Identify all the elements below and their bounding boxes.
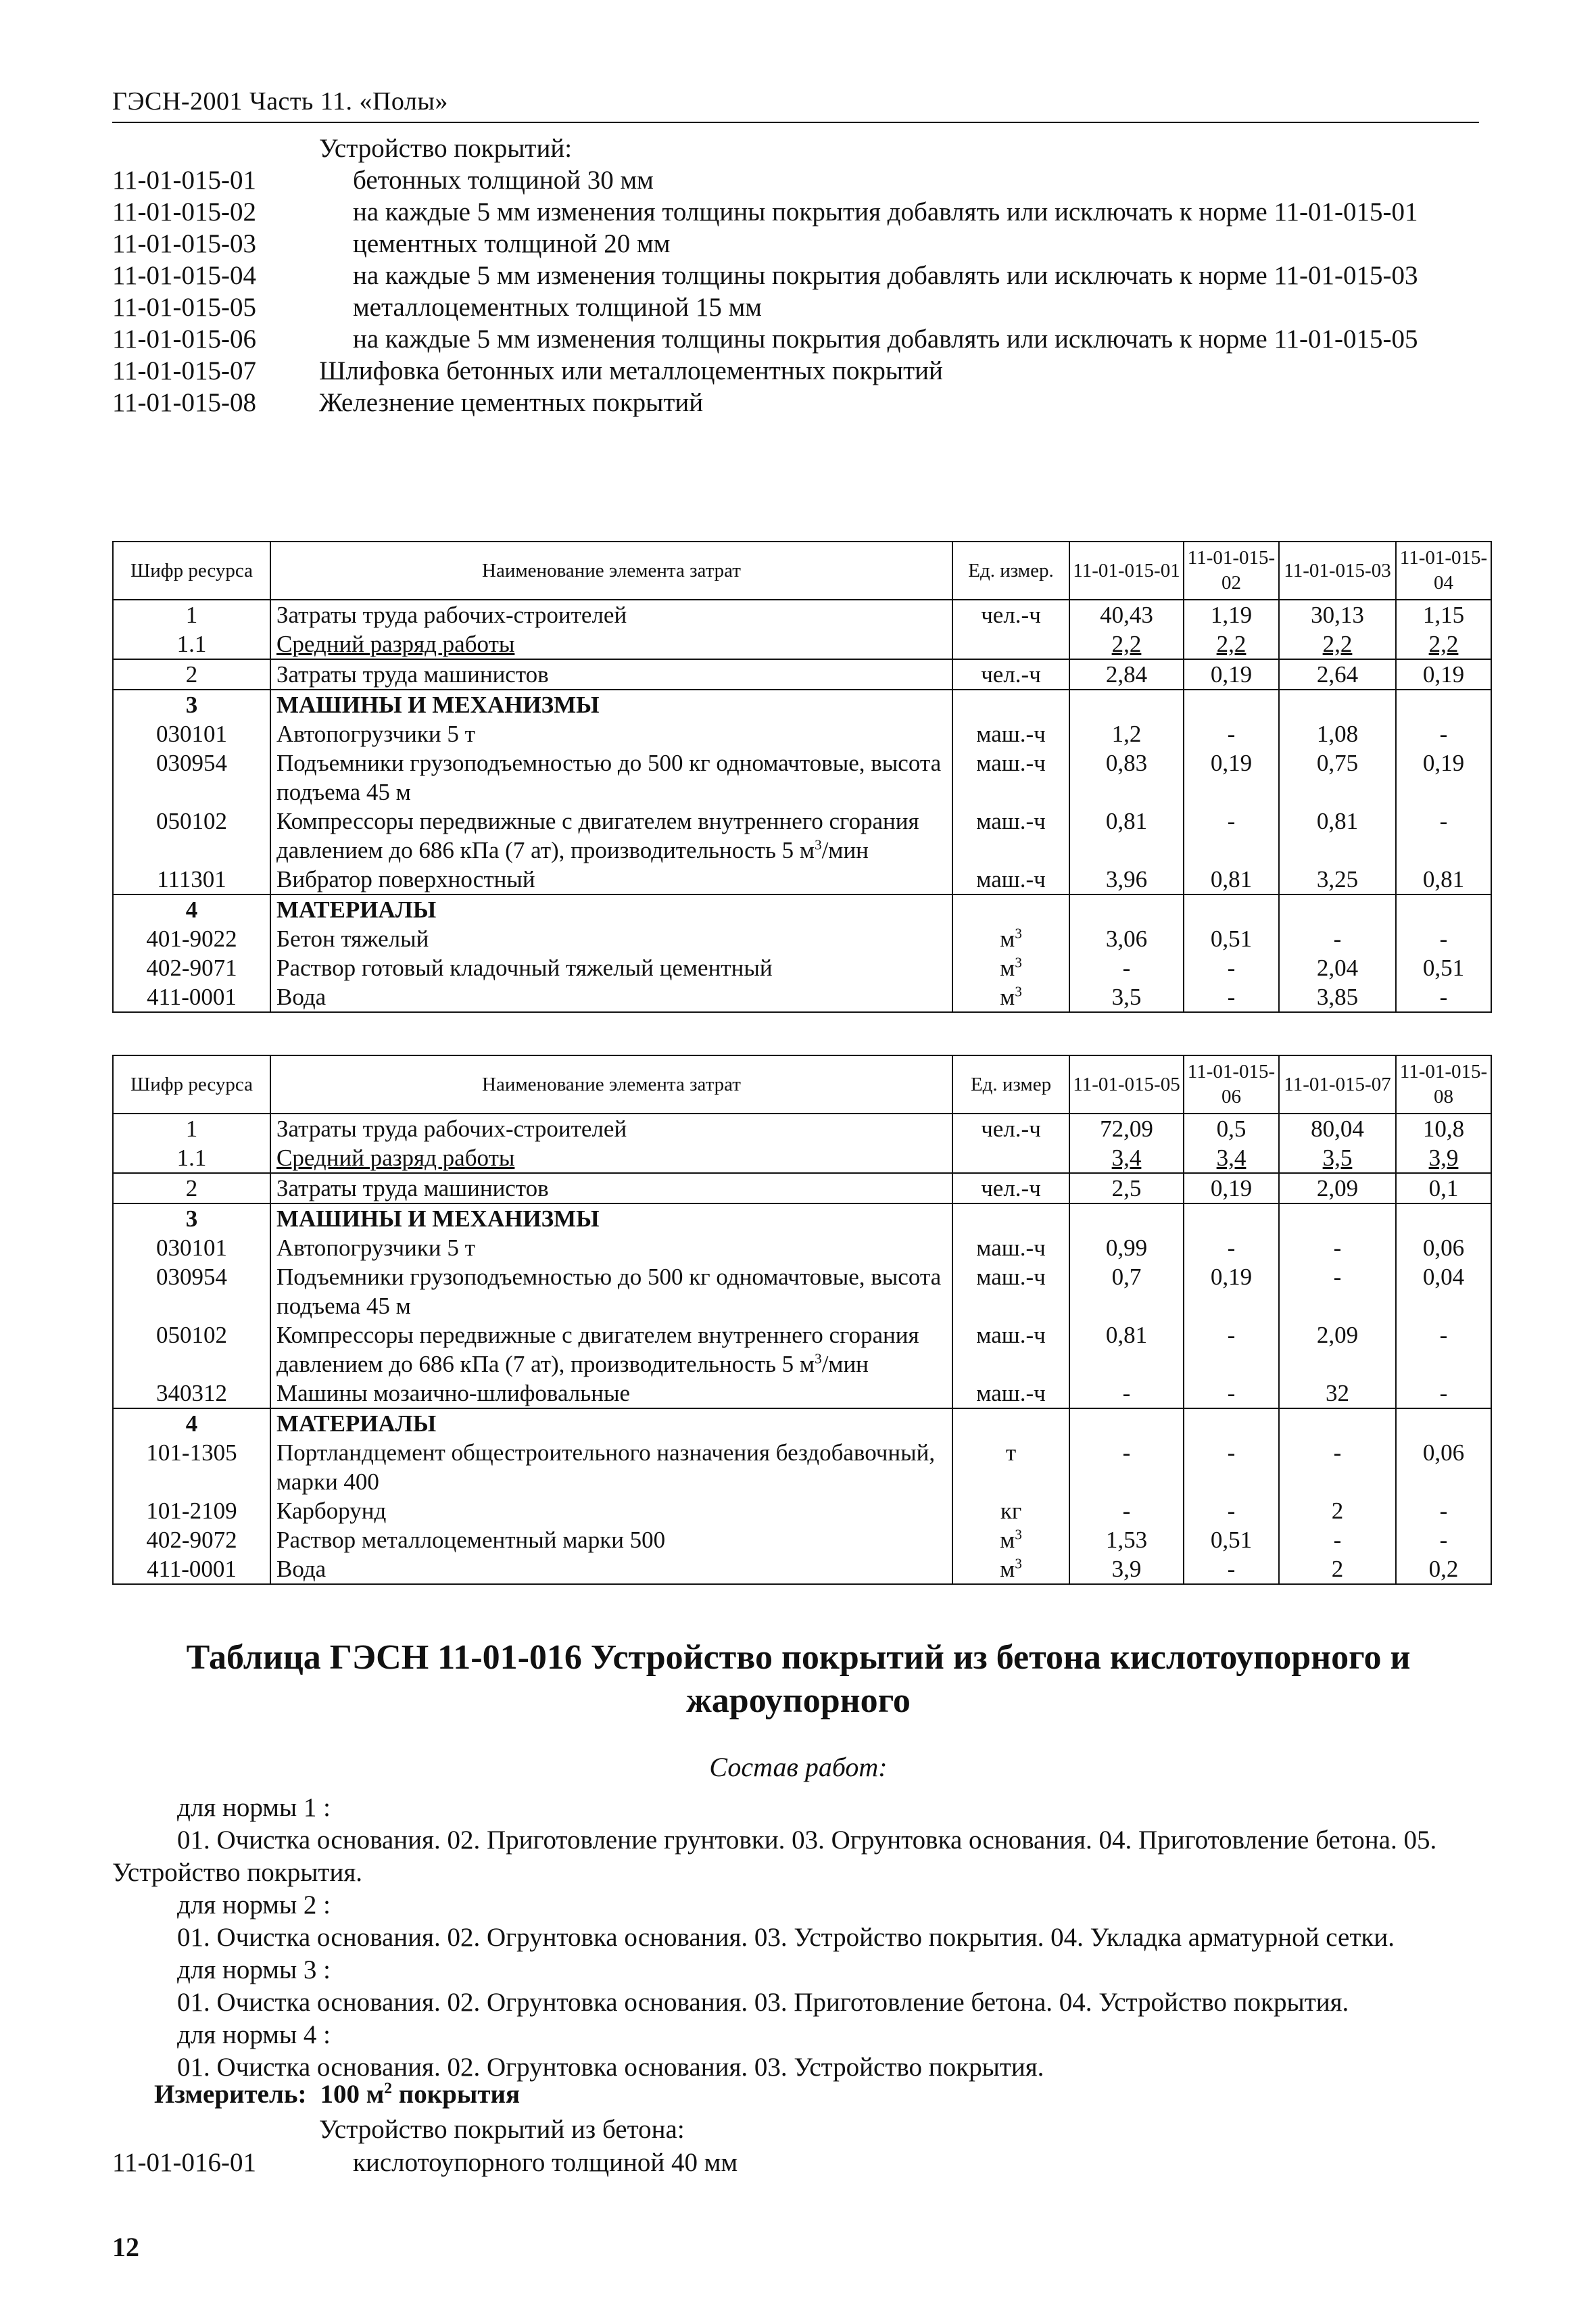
value-cell: 2,64 xyxy=(1279,659,1396,690)
value-cell: - xyxy=(1396,924,1491,953)
resource-name: Вода xyxy=(270,982,952,1012)
resource-code: 1 xyxy=(113,1114,270,1143)
unit-cell: маш.-ч xyxy=(952,1262,1069,1320)
value-cell: 0,04 xyxy=(1396,1262,1491,1320)
resource-name: Раствор металлоцементный марки 500 xyxy=(270,1525,952,1554)
value-cell: 3,5 xyxy=(1069,982,1184,1012)
unit-cell xyxy=(952,1408,1069,1438)
table-row xyxy=(113,1143,1491,1173)
resource-code: 2 xyxy=(113,659,270,690)
resource-name: Автопогрузчики 5 т xyxy=(270,719,952,748)
value-cell xyxy=(1396,690,1491,719)
norms-heading: Устройство покрытий: xyxy=(319,134,573,163)
resource-name: Карборунд xyxy=(270,1496,952,1525)
resource-name: Портландцемент общестроительного назначения бездобавочный, марки 400 xyxy=(270,1438,952,1496)
measure-value: 100 $м^2$ покрытия xyxy=(320,2080,521,2109)
resource-code: 3 xyxy=(113,690,270,719)
resource-name: Вода xyxy=(270,1554,952,1584)
works-text: 01. Очистка основания. 02. Огрунтовка основания. 03. Устройство покрытия. 04. Укладка арматурной сетки. xyxy=(177,1923,1395,1952)
table-row xyxy=(113,1320,1491,1379)
value-cell: 2,84 xyxy=(1069,659,1184,690)
col-header-name: Наименование элемента затрат xyxy=(270,1055,952,1114)
measure-line xyxy=(154,2079,520,2109)
unit-cell xyxy=(952,894,1069,924)
value-cell: - xyxy=(1279,1262,1396,1320)
value-cell: 0,19 xyxy=(1396,659,1491,690)
unit-cell: маш.-ч xyxy=(952,1320,1069,1379)
unit-cell xyxy=(952,690,1069,719)
value-cell: 32 xyxy=(1279,1379,1396,1408)
value-cell: - xyxy=(1396,1496,1491,1525)
value-cell: 2,2 xyxy=(1184,629,1279,659)
resource-name: Бетон тяжелый xyxy=(270,924,952,953)
norm-code: 11-01-015-08 xyxy=(112,388,257,417)
unit-cell: $м^3$ xyxy=(952,1525,1069,1554)
section-title: Таблица ГЭСН 11-01-016 Устройство покрытий из бетона кислотоупорного и жароупорного xyxy=(186,1638,1411,1720)
unit-cell xyxy=(952,1203,1069,1233)
col-header-norm-8: 11-01-015-08 xyxy=(1396,1055,1491,1114)
value-cell: 0,19 xyxy=(1396,748,1491,807)
table-row xyxy=(113,600,1491,629)
value-cell xyxy=(1279,894,1396,924)
norm-code: 11-01-015-04 xyxy=(112,261,257,290)
resource-code: 402-9071 xyxy=(113,953,270,982)
resource-name: Раствор готовый кладочный тяжелый цементный xyxy=(270,953,952,982)
value-cell xyxy=(1184,1408,1279,1438)
unit-cell: $м^3$ xyxy=(952,953,1069,982)
resource-name: МАШИНЫ И МЕХАНИЗМЫ xyxy=(270,1203,952,1233)
resource-code: 111301 xyxy=(113,865,270,894)
value-cell xyxy=(1279,1203,1396,1233)
unit-cell: маш.-ч xyxy=(952,719,1069,748)
value-cell: 0,51 xyxy=(1184,1525,1279,1554)
value-cell: 3,9 xyxy=(1069,1554,1184,1584)
works-text: 01. Очистка основания. 02. Огрунтовка основания. 03. Устройство покрытия. xyxy=(177,2053,1044,2082)
norm-text: на каждые 5 мм изменения толщины покрытия добавлять или исключать к норме 11-01-015-01 xyxy=(353,197,1418,226)
value-cell xyxy=(1069,1203,1184,1233)
norm-item xyxy=(112,387,1484,419)
value-cell xyxy=(1069,690,1184,719)
value-cell xyxy=(1184,894,1279,924)
resource-code: 402-9072 xyxy=(113,1525,270,1554)
col-header-code: Шифр ресурса xyxy=(113,1055,270,1114)
value-cell: - xyxy=(1069,953,1184,982)
table-row xyxy=(113,1203,1491,1233)
value-cell: - xyxy=(1069,1496,1184,1525)
works-text: 01. Очистка основания. 02. Огрунтовка основания. 03. Приготовление бетона. 04. Устройство покрытия. xyxy=(177,1988,1349,2017)
table-row xyxy=(113,1525,1491,1554)
table-row xyxy=(113,1173,1491,1203)
resource-name: МАТЕРИАЛЫ xyxy=(270,894,952,924)
resource-name: Средний разряд работы xyxy=(270,1143,952,1173)
value-cell: - xyxy=(1396,807,1491,865)
value-cell: 3,25 xyxy=(1279,865,1396,894)
resource-name: Подъемники грузоподъемностью до 500 кг одномачтовые, высота подъема 45 м xyxy=(270,748,952,807)
resource-name: Затраты труда машинистов xyxy=(270,659,952,690)
norm-code: 11-01-016-01 xyxy=(112,2148,257,2177)
table-row xyxy=(113,719,1491,748)
resource-code: 1.1 xyxy=(113,629,270,659)
value-cell: 40,43 xyxy=(1069,600,1184,629)
resource-code: 4 xyxy=(113,894,270,924)
unit-cell: $м^3$ xyxy=(952,1554,1069,1584)
table-row xyxy=(113,659,1491,690)
value-cell: - xyxy=(1069,1379,1184,1408)
value-cell xyxy=(1184,690,1279,719)
norm-code: 11-01-015-01 xyxy=(112,166,257,195)
col-header-name: Наименование элемента затрат xyxy=(270,542,952,600)
value-cell: 2,2 xyxy=(1396,629,1491,659)
resource-name: МАТЕРИАЛЫ xyxy=(270,1408,952,1438)
value-cell: 0,1 xyxy=(1396,1173,1491,1203)
page-number: 12 xyxy=(112,2232,139,2262)
norm-text: цементных толщиной 20 мм xyxy=(353,229,671,258)
norms-heading-2: Устройство покрытий из бетона: xyxy=(319,2115,685,2144)
unit-cell: $м^3$ xyxy=(952,982,1069,1012)
norm-text: Шлифовка бетонных или металлоцементных покрытий xyxy=(319,356,943,385)
value-cell: - xyxy=(1184,1438,1279,1496)
resource-code: 401-9022 xyxy=(113,924,270,953)
value-cell: 1,2 xyxy=(1069,719,1184,748)
value-cell: - xyxy=(1184,1233,1279,1262)
measure-label: Измеритель: xyxy=(154,2080,307,2109)
table-body xyxy=(113,1114,1491,1584)
table-row xyxy=(113,1554,1491,1584)
table-row xyxy=(113,1408,1491,1438)
value-cell: 1,53 xyxy=(1069,1525,1184,1554)
unit-cell: маш.-ч xyxy=(952,865,1069,894)
value-cell: - xyxy=(1184,1554,1279,1584)
norm-label: для нормы 1 : xyxy=(177,1793,331,1822)
value-cell: - xyxy=(1184,807,1279,865)
resource-name: Затраты труда рабочих-строителей xyxy=(270,1114,952,1143)
norm-item xyxy=(112,260,1484,291)
norm-code: 11-01-015-02 xyxy=(112,197,257,226)
value-cell: 3,4 xyxy=(1069,1143,1184,1173)
value-cell: 0,19 xyxy=(1184,1173,1279,1203)
norm-code: 11-01-015-03 xyxy=(112,229,257,258)
norm-text: кислотоупорного толщиной 40 мм xyxy=(353,2148,738,2177)
value-cell: 3,9 xyxy=(1396,1143,1491,1173)
resource-name: Компрессоры передвижные с двигателем внутреннего сгорания давлением до 686 кПа (7 ат), производительность 5 $м^3$/мин xyxy=(270,1320,952,1379)
resource-code: 411-0001 xyxy=(113,1554,270,1584)
value-cell: - xyxy=(1184,1320,1279,1379)
norm-item xyxy=(112,323,1484,355)
resource-name: Машины мозаично-шлифовальные xyxy=(270,1379,952,1408)
resource-name: Автопогрузчики 5 т xyxy=(270,1233,952,1262)
resource-code: 411-0001 xyxy=(113,982,270,1012)
value-cell: - xyxy=(1396,1379,1491,1408)
value-cell: 0,2 xyxy=(1396,1554,1491,1584)
works-text: 01. Очистка основания. 02. Приготовление грунтовки. 03. Огрунтовка основания. 04. Приготовление бетона. 05. Устройство покрытия. xyxy=(112,1825,1437,1887)
table-row xyxy=(113,1379,1491,1408)
unit-cell: маш.-ч xyxy=(952,807,1069,865)
unit-cell: т xyxy=(952,1438,1069,1496)
value-cell: 0,19 xyxy=(1184,748,1279,807)
value-cell: 3,5 xyxy=(1279,1143,1396,1173)
col-header-norm-7: 11-01-015-07 xyxy=(1279,1055,1396,1114)
resource-code: 030101 xyxy=(113,719,270,748)
value-cell: 3,06 xyxy=(1069,924,1184,953)
value-cell: 0,83 xyxy=(1069,748,1184,807)
col-header-norm-1: 11-01-015-01 xyxy=(1069,542,1184,600)
unit-cell: маш.-ч xyxy=(952,748,1069,807)
table-row xyxy=(113,953,1491,982)
value-cell: 3,96 xyxy=(1069,865,1184,894)
value-cell xyxy=(1396,1408,1491,1438)
value-cell: 0,75 xyxy=(1279,748,1396,807)
works-title: Состав работ: xyxy=(709,1752,888,1782)
value-cell: 0,5 xyxy=(1184,1114,1279,1143)
resource-code: 101-2109 xyxy=(113,1496,270,1525)
value-cell: 0,06 xyxy=(1396,1233,1491,1262)
col-header-unit: Ед. измер xyxy=(952,1055,1069,1114)
norm-item xyxy=(112,291,1484,323)
header-rule xyxy=(112,122,1479,123)
resource-code: 2 xyxy=(113,1173,270,1203)
norm-text: Железнение цементных покрытий xyxy=(319,388,704,417)
value-cell: 0,51 xyxy=(1396,953,1491,982)
resource-code: 101-1305 xyxy=(113,1438,270,1496)
resource-code: 4 xyxy=(113,1408,270,1438)
unit-cell: чел.-ч xyxy=(952,1114,1069,1143)
table-header-row xyxy=(113,1055,1491,1114)
resource-name: Затраты труда рабочих-строителей xyxy=(270,600,952,629)
value-cell: - xyxy=(1279,1438,1396,1496)
unit-cell: $м^3$ xyxy=(952,924,1069,953)
value-cell xyxy=(1069,894,1184,924)
resource-table-1 xyxy=(112,541,1492,1013)
norm-text: на каждые 5 мм изменения толщины покрытия добавлять или исключать к норме 11-01-015-03 xyxy=(353,261,1418,290)
value-cell: - xyxy=(1184,719,1279,748)
table-row xyxy=(113,982,1491,1012)
norm-text: на каждые 5 мм изменения толщины покрытия добавлять или исключать к норме 11-01-015-05 xyxy=(353,325,1418,354)
value-cell: 0,99 xyxy=(1069,1233,1184,1262)
value-cell: 2 xyxy=(1279,1496,1396,1525)
norms-heading-row xyxy=(112,133,1484,164)
col-header-norm-4: 11-01-015-04 xyxy=(1396,542,1491,600)
unit-cell: маш.-ч xyxy=(952,1379,1069,1408)
value-cell xyxy=(1396,1203,1491,1233)
value-cell: 0,81 xyxy=(1279,807,1396,865)
norm-item xyxy=(112,228,1484,260)
value-cell: 2 xyxy=(1279,1554,1396,1584)
value-cell: 3,4 xyxy=(1184,1143,1279,1173)
value-cell: - xyxy=(1184,1379,1279,1408)
table-row xyxy=(113,1114,1491,1143)
resource-name: Средний разряд работы xyxy=(270,629,952,659)
col-header-code: Шифр ресурса xyxy=(113,542,270,600)
value-cell: - xyxy=(1184,953,1279,982)
value-cell: 3,85 xyxy=(1279,982,1396,1012)
resource-name: Подъемники грузоподъемностью до 500 кг одномачтовые, высота подъема 45 м xyxy=(270,1262,952,1320)
resource-table-2 xyxy=(112,1055,1492,1585)
running-head: ГЭСН-2001 Часть 11. «Полы» xyxy=(112,87,448,116)
norm-item xyxy=(112,196,1484,228)
col-header-norm-2: 11-01-015-02 xyxy=(1184,542,1279,600)
value-cell: - xyxy=(1279,924,1396,953)
table-header-row xyxy=(113,542,1491,600)
value-cell: 0,81 xyxy=(1396,865,1491,894)
resource-name: МАШИНЫ И МЕХАНИЗМЫ xyxy=(270,690,952,719)
table-row xyxy=(113,1262,1491,1320)
value-cell xyxy=(1396,894,1491,924)
norms-list xyxy=(112,133,1484,419)
norm-label: для нормы 4 : xyxy=(177,2020,331,2049)
col-header-unit: Ед. измер. xyxy=(952,542,1069,600)
value-cell: 0,51 xyxy=(1184,924,1279,953)
value-cell: 0,19 xyxy=(1184,1262,1279,1320)
unit-cell xyxy=(952,629,1069,659)
unit-cell: чел.-ч xyxy=(952,659,1069,690)
resource-code: 030101 xyxy=(113,1233,270,1262)
value-cell: 72,09 xyxy=(1069,1114,1184,1143)
norm-code: 11-01-015-07 xyxy=(112,356,257,385)
value-cell xyxy=(1279,690,1396,719)
resource-name: Компрессоры передвижные с двигателем внутреннего сгорания давлением до 686 кПа (7 ат), производительность 5 $м^3$/мин xyxy=(270,807,952,865)
norm-label: для нормы 2 : xyxy=(177,1890,331,1919)
value-cell: - xyxy=(1184,982,1279,1012)
value-cell: 0,19 xyxy=(1184,659,1279,690)
col-header-norm-3: 11-01-015-03 xyxy=(1279,542,1396,600)
resource-code: 050102 xyxy=(113,807,270,865)
value-cell: 1,19 xyxy=(1184,600,1279,629)
col-header-norm-6: 11-01-015-06 xyxy=(1184,1055,1279,1114)
value-cell: 2,04 xyxy=(1279,953,1396,982)
value-cell: 1,08 xyxy=(1279,719,1396,748)
value-cell: 2,09 xyxy=(1279,1173,1396,1203)
value-cell: 2,09 xyxy=(1279,1320,1396,1379)
resource-code: 030954 xyxy=(113,1262,270,1320)
table-row xyxy=(113,865,1491,894)
table-body xyxy=(113,600,1491,1012)
table-row xyxy=(113,894,1491,924)
resource-code: 050102 xyxy=(113,1320,270,1379)
norm-item xyxy=(112,355,1484,387)
value-cell: - xyxy=(1184,1496,1279,1525)
resource-code: 3 xyxy=(113,1203,270,1233)
norm-row xyxy=(112,2147,737,2178)
unit-cell: маш.-ч xyxy=(952,1233,1069,1262)
value-cell: 0,81 xyxy=(1069,807,1184,865)
value-cell: - xyxy=(1396,719,1491,748)
resource-name: Затраты труда машинистов xyxy=(270,1173,952,1203)
value-cell: 30,13 xyxy=(1279,600,1396,629)
value-cell xyxy=(1279,1408,1396,1438)
value-cell xyxy=(1069,1408,1184,1438)
norm-text: бетонных толщиной 30 мм xyxy=(353,166,654,195)
table-row xyxy=(113,629,1491,659)
resource-code: 1 xyxy=(113,600,270,629)
value-cell: 80,04 xyxy=(1279,1114,1396,1143)
value-cell: 10,8 xyxy=(1396,1114,1491,1143)
norm-label: для нормы 3 : xyxy=(177,1955,331,1984)
value-cell: 2,5 xyxy=(1069,1173,1184,1203)
value-cell: - xyxy=(1396,982,1491,1012)
unit-cell: чел.-ч xyxy=(952,600,1069,629)
unit-cell: чел.-ч xyxy=(952,1173,1069,1203)
value-cell: - xyxy=(1396,1525,1491,1554)
value-cell xyxy=(1184,1203,1279,1233)
value-cell: 0,06 xyxy=(1396,1438,1491,1496)
value-cell: 2,2 xyxy=(1279,629,1396,659)
table-row xyxy=(113,1496,1491,1525)
table-row xyxy=(113,924,1491,953)
value-cell: 1,15 xyxy=(1396,600,1491,629)
table-row xyxy=(113,1438,1491,1496)
resource-name: Вибратор поверхностный xyxy=(270,865,952,894)
value-cell: - xyxy=(1396,1320,1491,1379)
resource-code: 030954 xyxy=(113,748,270,807)
col-header-norm-5: 11-01-015-05 xyxy=(1069,1055,1184,1114)
value-cell: 0,81 xyxy=(1184,865,1279,894)
works-list xyxy=(112,1792,1484,2084)
norm-item xyxy=(112,164,1484,196)
norm-code: 11-01-015-06 xyxy=(112,325,257,354)
value-cell: - xyxy=(1279,1525,1396,1554)
norm-code: 11-01-015-05 xyxy=(112,293,257,322)
resource-code: 1.1 xyxy=(113,1143,270,1173)
norm-text: металлоцементных толщиной 15 мм xyxy=(353,293,762,322)
unit-cell xyxy=(952,1143,1069,1173)
value-cell: - xyxy=(1279,1233,1396,1262)
resource-code: 340312 xyxy=(113,1379,270,1408)
table-row xyxy=(113,807,1491,865)
value-cell: - xyxy=(1069,1438,1184,1496)
value-cell: 0,81 xyxy=(1069,1320,1184,1379)
norm-items xyxy=(112,164,1484,419)
value-cell: 2,2 xyxy=(1069,629,1184,659)
table-row xyxy=(113,748,1491,807)
value-cell: 0,7 xyxy=(1069,1262,1184,1320)
table-row xyxy=(113,1233,1491,1262)
table-row xyxy=(113,690,1491,719)
unit-cell: кг xyxy=(952,1496,1069,1525)
